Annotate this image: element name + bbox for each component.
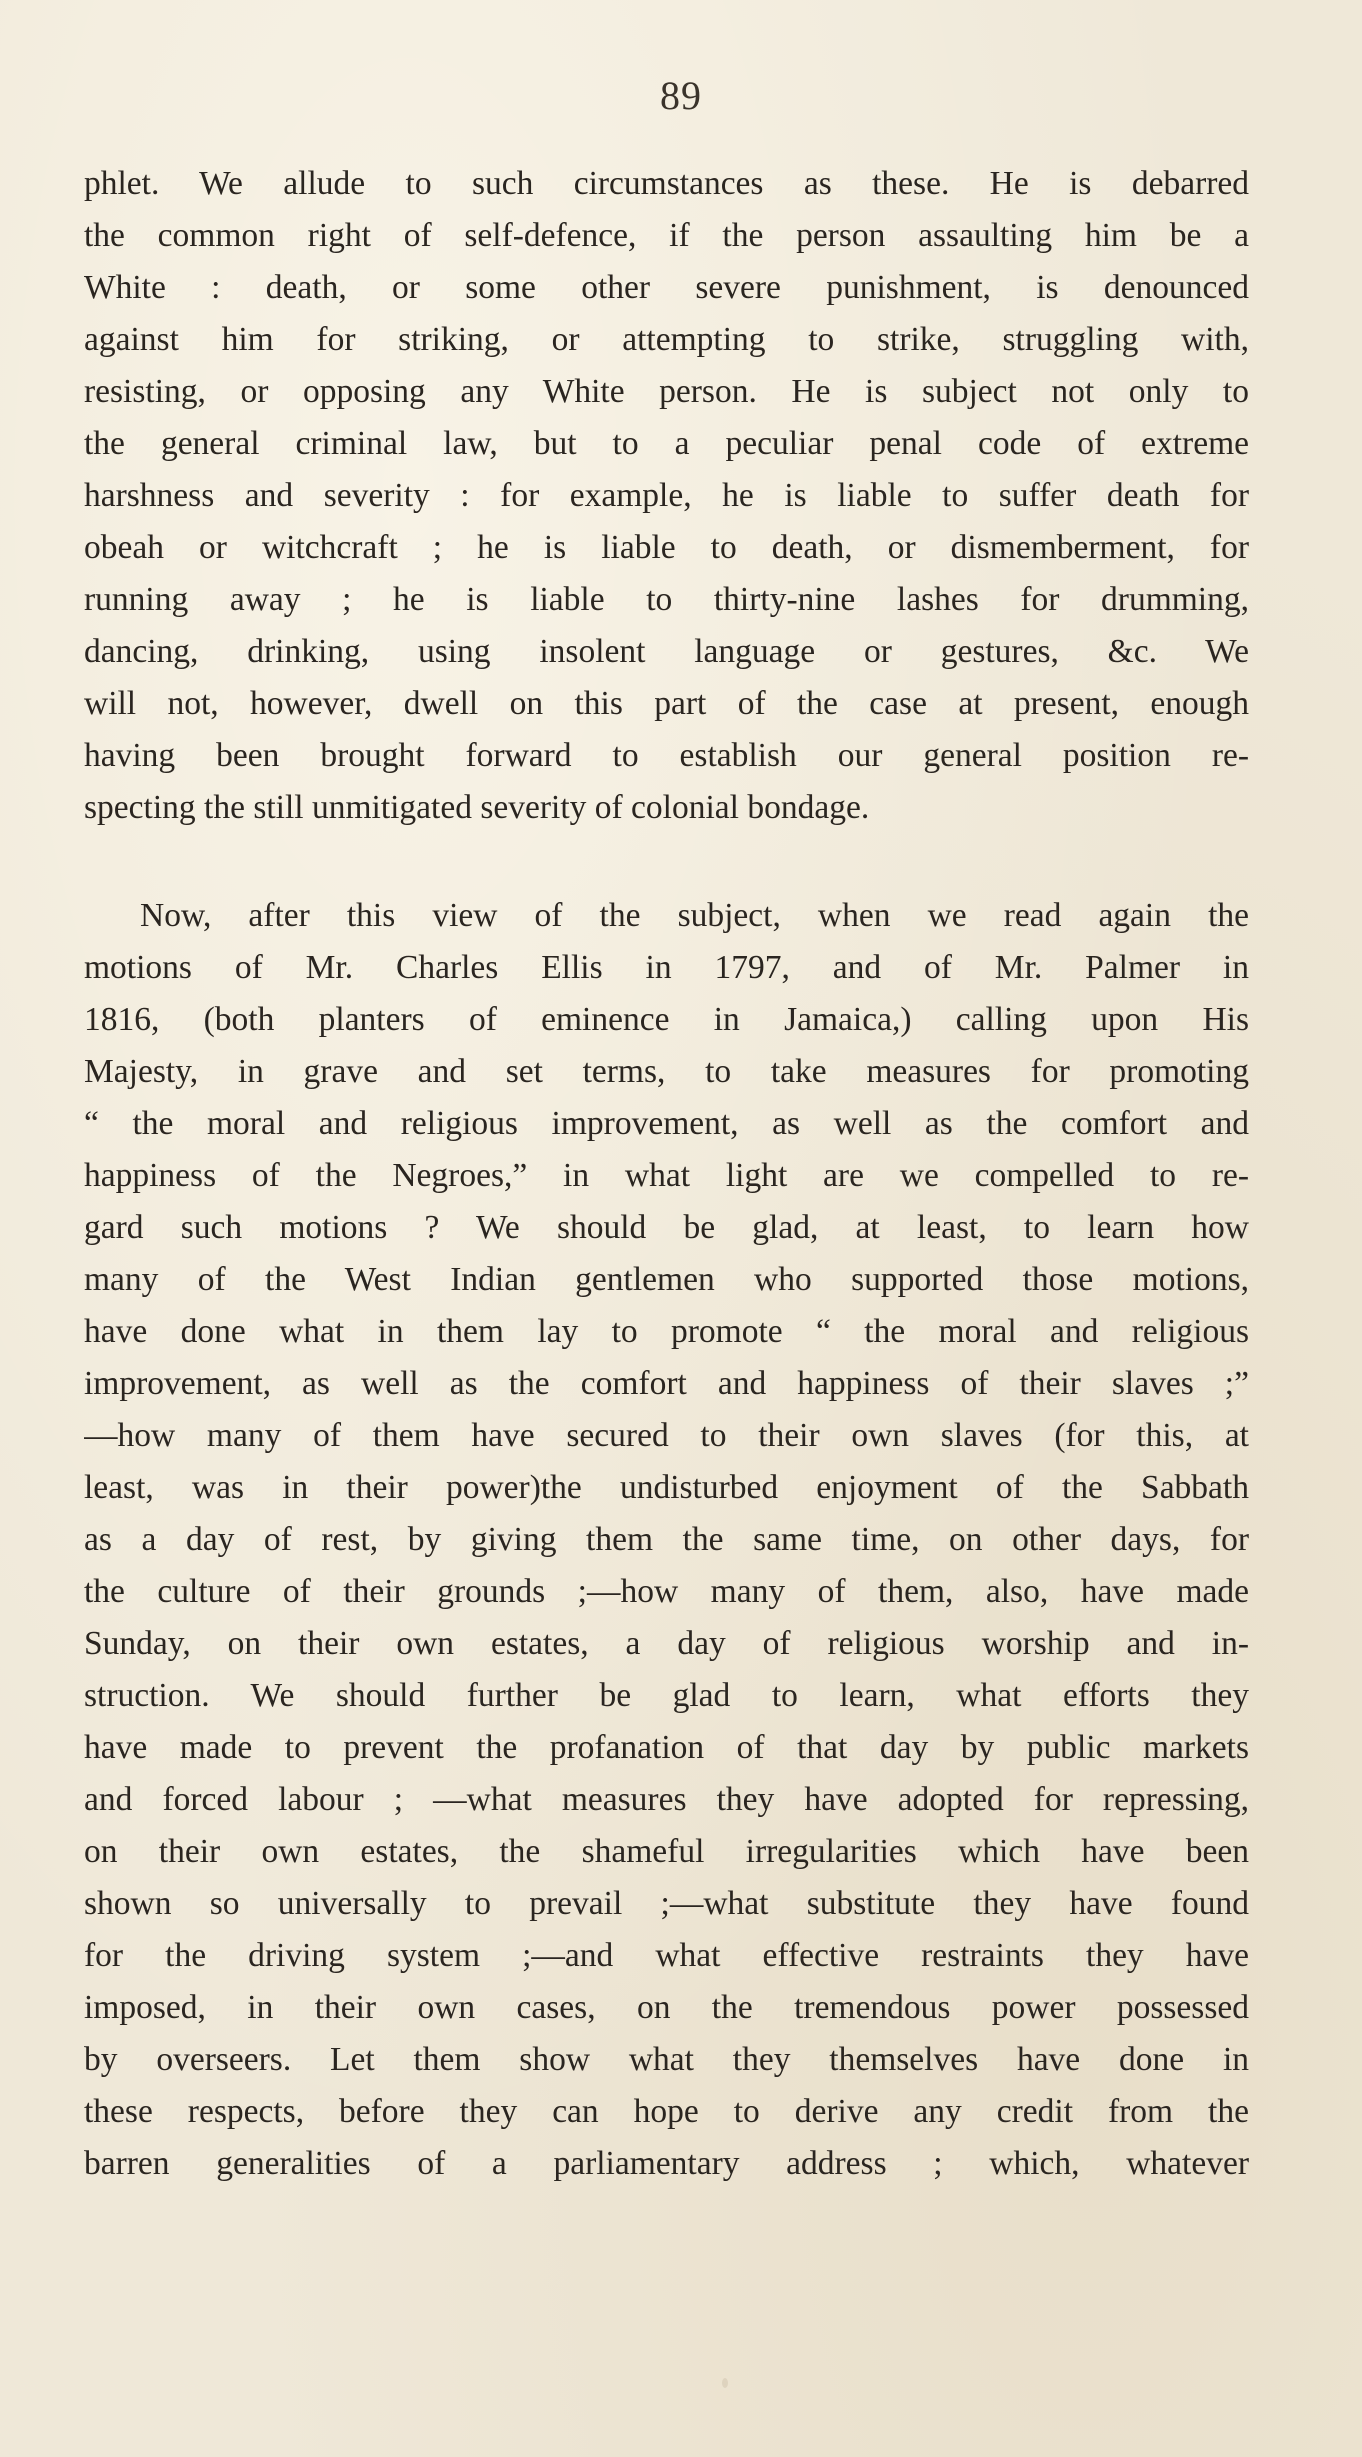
text-line: obeah or witchcraft ; he is liable to death, or dismemberment, for	[84, 529, 1249, 566]
text-line: and forced labour ; —what measures they have adopted for repressing,	[84, 1781, 1249, 1818]
text-line: as a day of rest, by giving them the same time, on other days, for	[84, 1521, 1249, 1558]
text-line: will not, however, dwell on this part of the case at present, enough	[84, 685, 1249, 722]
text-line: Majesty, in grave and set terms, to take measures for promoting	[84, 1053, 1249, 1090]
text-line: phlet. We allude to such circumstances as these. He is debarred	[84, 165, 1249, 202]
text-line: specting the still unmitigated severity of colonial bondage.	[84, 789, 870, 826]
text-line: happiness of the Negroes,” in what light are we compelled to re-	[84, 1157, 1249, 1194]
text-line: motions of Mr. Charles Ellis in 1797, and of Mr. Palmer in	[84, 949, 1249, 986]
text-line: White : death, or some other severe punishment, is denounced	[84, 269, 1249, 306]
page-number: 89	[660, 73, 702, 118]
text-line: the culture of their grounds ;—how many of them, also, have made	[84, 1573, 1249, 1610]
text-line: having been brought forward to establish our general position re-	[84, 737, 1249, 774]
text-line: these respects, before they can hope to derive any credit from the	[84, 2093, 1249, 2130]
text-line: by overseers. Let them show what they themselves have done in	[84, 2041, 1249, 2078]
paper-foxing-spot	[722, 2378, 728, 2388]
text-line: many of the West Indian gentlemen who supported those motions,	[84, 1261, 1249, 1298]
text-line: have done what in them lay to promote “ the moral and religious	[84, 1313, 1249, 1350]
text-line: running away ; he is liable to thirty-nine lashes for drumming,	[84, 581, 1249, 618]
text-line: barren generalities of a parliamentary address ; which, whatever	[84, 2145, 1249, 2182]
text-line: gard such motions ? We should be glad, at least, to learn how	[84, 1209, 1249, 1246]
text-line: struction. We should further be glad to learn, what efforts they	[84, 1677, 1249, 1714]
text-line: —how many of them have secured to their own slaves (for this, at	[84, 1417, 1249, 1454]
text-line: shown so universally to prevail ;—what substitute they have found	[84, 1885, 1249, 1922]
text-line: Sunday, on their own estates, a day of religious worship and in-	[84, 1625, 1249, 1662]
text-line: Now, after this view of the subject, when we read again the	[140, 897, 1249, 934]
text-line: the general criminal law, but to a peculiar penal code of extreme	[84, 425, 1249, 462]
text-line: the common right of self-defence, if the person assaulting him be a	[84, 217, 1249, 254]
text-line: on their own estates, the shameful irregularities which have been	[84, 1833, 1249, 1870]
text-line: least, was in their power)the undisturbed enjoyment of the Sabbath	[84, 1469, 1249, 1506]
text-line: imposed, in their own cases, on the tremendous power possessed	[84, 1989, 1249, 2026]
text-line: 1816, (both planters of eminence in Jamaica,) calling upon His	[84, 1001, 1249, 1038]
text-line: “ the moral and religious improvement, as well as the comfort and	[84, 1105, 1249, 1142]
text-line: dancing, drinking, using insolent language or gestures, &c. We	[84, 633, 1249, 670]
text-line: improvement, as well as the comfort and happiness of their slaves ;”	[84, 1365, 1249, 1402]
text-line: for the driving system ;—and what effective restraints they have	[84, 1937, 1249, 1974]
text-line: resisting, or opposing any White person. He is subject not only to	[84, 373, 1249, 410]
text-line: have made to prevent the profanation of that day by public markets	[84, 1729, 1249, 1766]
paragraph-2	[84, 890, 1249, 2190]
text-line: against him for striking, or attempting to strike, struggling with,	[84, 321, 1249, 358]
text-line: harshness and severity : for example, he is liable to suffer death for	[84, 477, 1249, 514]
paragraph-1	[84, 158, 1249, 834]
